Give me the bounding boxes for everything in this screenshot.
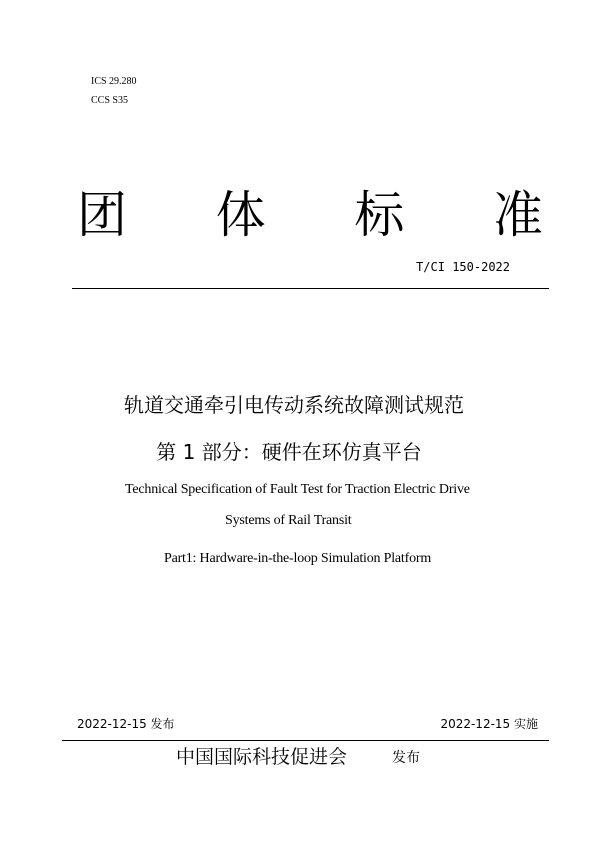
publisher-name: 中国国际科技促进会 bbox=[176, 746, 348, 768]
standard-number: T/CI 150-2022 bbox=[416, 260, 510, 274]
standard-type-heading bbox=[70, 183, 550, 247]
standard-type-char: 团 bbox=[77, 186, 127, 244]
publisher-action: 发布 bbox=[392, 750, 420, 766]
standard-type-char: 标 bbox=[354, 186, 405, 244]
top-divider bbox=[72, 288, 549, 289]
publish-date: 2022-12-15 发布 bbox=[77, 717, 175, 731]
ics-code: ICS 29.280 bbox=[91, 76, 137, 87]
chinese-title: 轨道交通牵引电传动系统故障测试规范 bbox=[124, 393, 464, 417]
english-title-line-2: Systems of Rail Transit bbox=[225, 513, 352, 528]
english-title-line-1: Technical Specification of Fault Test for Traction Electric Drive bbox=[125, 482, 470, 497]
standard-type-char: 准 bbox=[492, 186, 543, 244]
chinese-part-title: 第 1 部分：硬件在环仿真平台 bbox=[156, 440, 422, 464]
implementation-date: 2022-12-15 实施 bbox=[440, 717, 538, 731]
bottom-divider bbox=[62, 740, 549, 741]
standard-type-char: 体 bbox=[215, 186, 266, 244]
ccs-code: CCS S35 bbox=[91, 95, 128, 106]
english-part-title: Part1: Hardware-in-the-loop Simulation Platform bbox=[164, 551, 432, 566]
